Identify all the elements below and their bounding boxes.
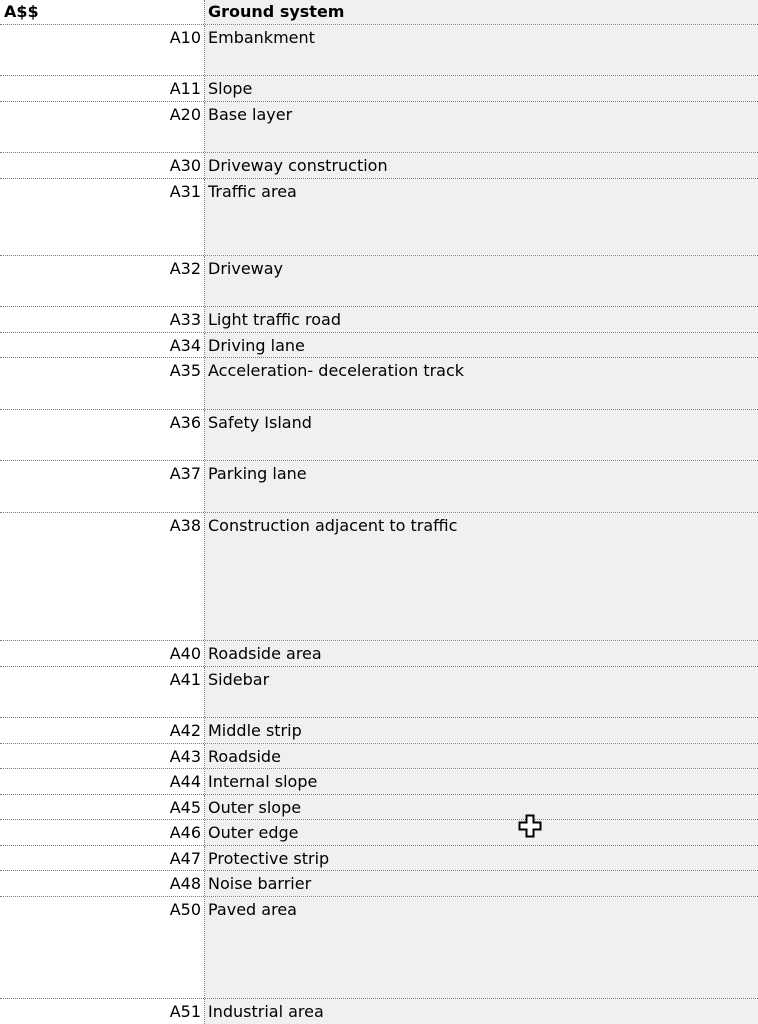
name-cell[interactable]: Sidebar <box>205 667 758 717</box>
code-cell[interactable]: A32 <box>0 256 205 306</box>
table-row <box>0 846 758 871</box>
table-row <box>0 744 758 769</box>
name-cell[interactable]: Construction adjacent to traffic <box>205 513 758 640</box>
name-cell[interactable]: Industrial area <box>205 999 758 1024</box>
name-cell[interactable]: Base layer <box>205 102 758 152</box>
name-cell[interactable]: Middle strip <box>205 718 758 743</box>
name-cell[interactable]: Slope <box>205 76 758 101</box>
header-cell-ground-system[interactable]: Ground system <box>205 0 758 24</box>
table-row <box>0 769 758 795</box>
code-cell[interactable]: A44 <box>0 769 205 794</box>
table-row <box>0 25 758 76</box>
table-row <box>0 307 758 333</box>
table-row <box>0 871 758 897</box>
code-cell[interactable]: A47 <box>0 846 205 870</box>
code-cell[interactable]: A20 <box>0 102 205 152</box>
name-cell[interactable]: Acceleration- deceleration track <box>205 358 758 409</box>
table-row <box>0 256 758 307</box>
table-row <box>0 897 758 999</box>
code-cell[interactable]: A34 <box>0 333 205 357</box>
name-cell[interactable]: Paved area <box>205 897 758 998</box>
name-cell[interactable]: Safety Island <box>205 410 758 460</box>
table-row <box>0 153 758 179</box>
name-cell[interactable]: Parking lane <box>205 461 758 512</box>
code-cell[interactable]: A36 <box>0 410 205 460</box>
code-cell[interactable]: A33 <box>0 307 205 332</box>
code-cell[interactable]: A51 <box>0 999 205 1024</box>
table-row <box>0 333 758 358</box>
table-row <box>0 999 758 1024</box>
code-cell[interactable]: A11 <box>0 76 205 101</box>
table-row <box>0 718 758 744</box>
name-cell[interactable]: Driveway construction <box>205 153 758 178</box>
code-cell[interactable]: A31 <box>0 179 205 255</box>
code-cell[interactable]: A42 <box>0 718 205 743</box>
table-row <box>0 795 758 820</box>
table-row <box>0 461 758 513</box>
name-cell[interactable]: Roadside <box>205 744 758 768</box>
name-cell[interactable]: Driveway <box>205 256 758 306</box>
table-row <box>0 179 758 256</box>
cell-select-cross-cursor-icon <box>518 814 543 839</box>
code-cell[interactable]: A38 <box>0 513 205 640</box>
name-cell[interactable]: Traffic area <box>205 179 758 255</box>
name-cell[interactable]: Outer edge <box>205 820 758 845</box>
name-cell[interactable]: Embankment <box>205 25 758 75</box>
code-cell[interactable]: A37 <box>0 461 205 512</box>
table-row <box>0 513 758 641</box>
code-cell[interactable]: A35 <box>0 358 205 409</box>
name-cell[interactable]: Internal slope <box>205 769 758 794</box>
code-cell[interactable]: A45 <box>0 795 205 819</box>
table-row <box>0 76 758 102</box>
name-cell[interactable]: Driving lane <box>205 333 758 357</box>
code-cell[interactable]: A40 <box>0 641 205 666</box>
name-cell[interactable]: Light traffic road <box>205 307 758 332</box>
code-cell[interactable]: A43 <box>0 744 205 768</box>
header-row <box>0 0 758 25</box>
header-cell-code[interactable]: A$$ <box>0 0 205 24</box>
name-cell[interactable]: Protective strip <box>205 846 758 870</box>
table-row <box>0 820 758 846</box>
name-cell[interactable]: Noise barrier <box>205 871 758 896</box>
code-cell[interactable]: A48 <box>0 871 205 896</box>
table-row <box>0 641 758 667</box>
table-row <box>0 667 758 718</box>
code-cell[interactable]: A50 <box>0 897 205 998</box>
code-cell[interactable]: A41 <box>0 667 205 717</box>
name-cell[interactable]: Roadside area <box>205 641 758 666</box>
code-cell[interactable]: A46 <box>0 820 205 845</box>
code-cell[interactable]: A30 <box>0 153 205 178</box>
table-row <box>0 358 758 410</box>
table-row <box>0 102 758 153</box>
name-cell[interactable]: Outer slope <box>205 795 758 819</box>
table-row <box>0 410 758 461</box>
code-cell[interactable]: A10 <box>0 25 205 75</box>
